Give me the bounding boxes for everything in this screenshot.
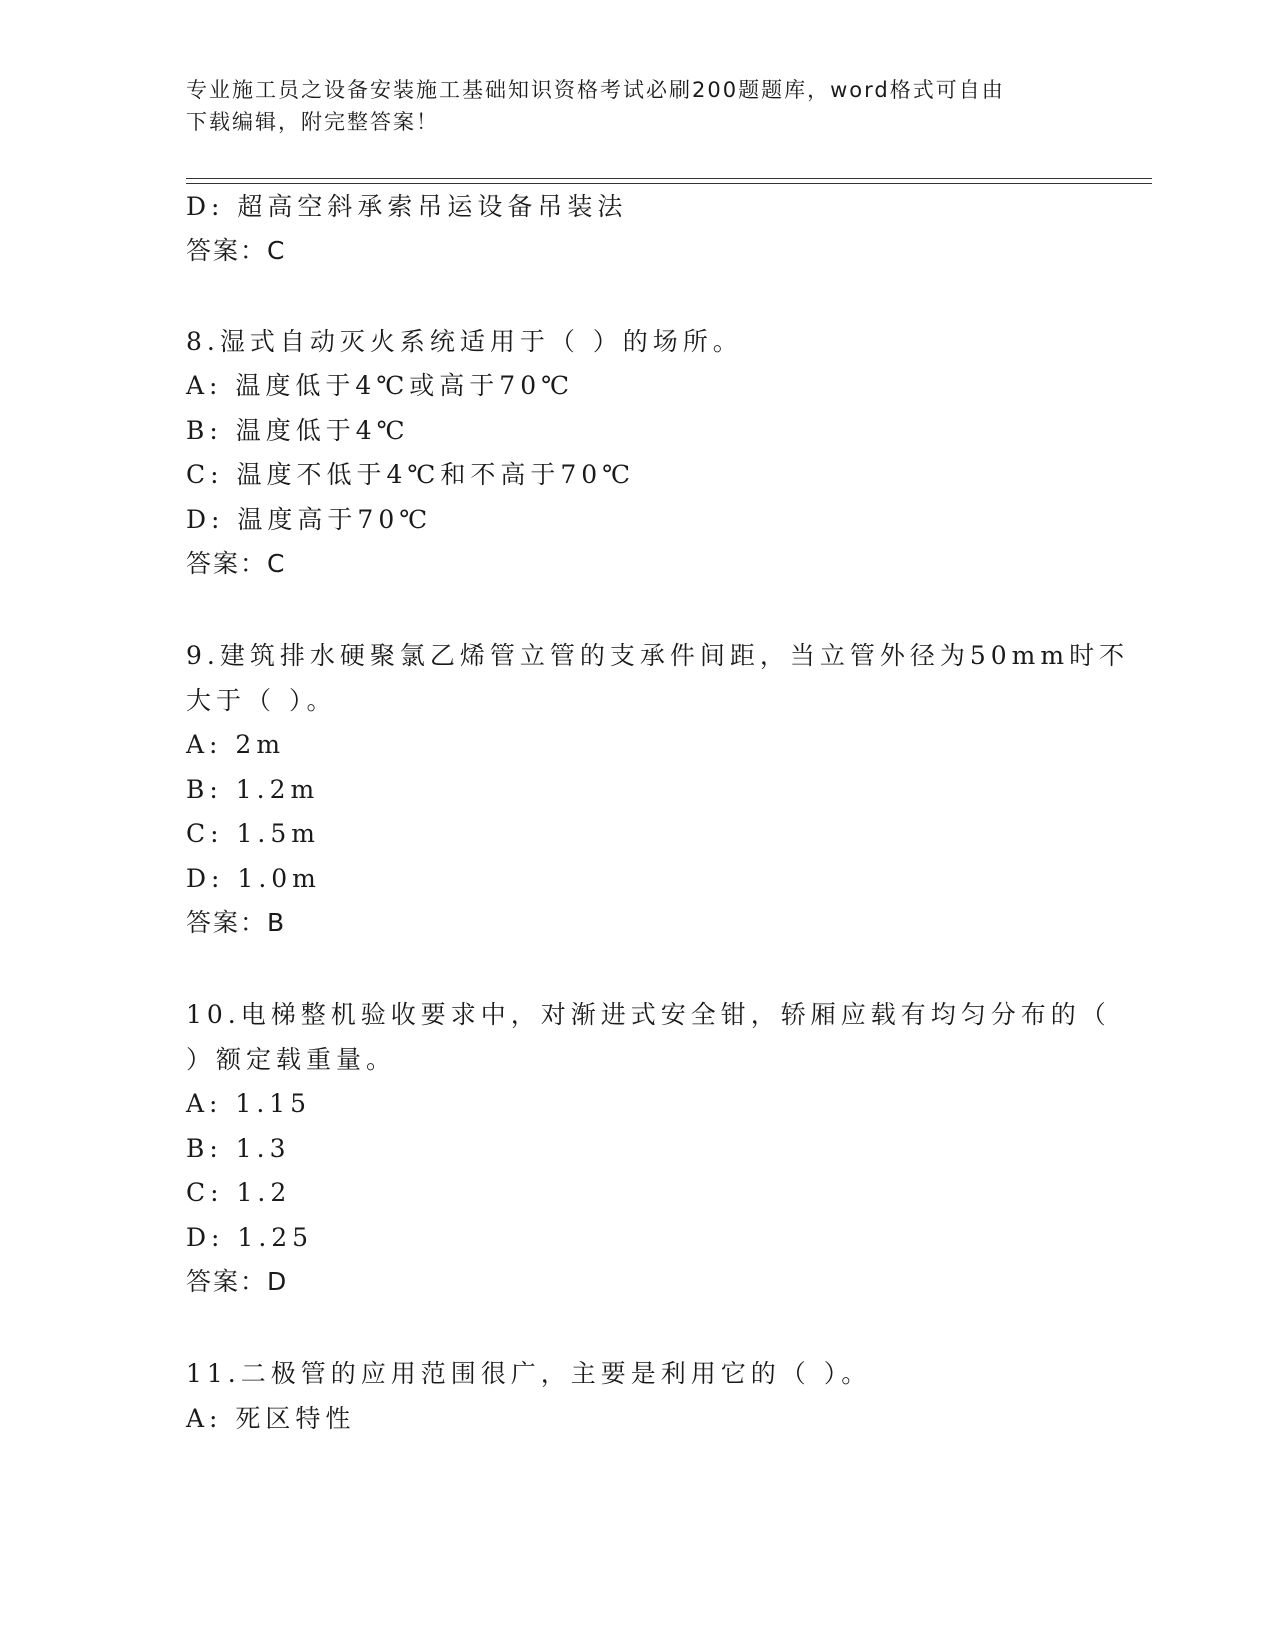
q10-stem-line-2: ）额定载重量。 — [186, 1045, 397, 1074]
q10-answer: 答案：D — [186, 1267, 289, 1296]
q9-stem-line-2: 大于（ ）。 — [186, 686, 337, 715]
q8-option-b: B: 温度低于4℃ — [186, 416, 410, 445]
q8-answer: 答案：C — [186, 549, 287, 578]
header-line-2: 下载编辑，附完整答案！ — [186, 110, 439, 134]
q11-stem: 11.二极管的应用范围很广，主要是利用它的（ ）。 — [186, 1359, 872, 1388]
q10-option-d: D: 1.25 — [186, 1223, 314, 1252]
header-line-1: 专业施工员之设备安装施工基础知识资格考试必刷200题题库，word格式可自由 — [186, 78, 1005, 102]
prev-option-d: D: 超高空斜承索吊运设备吊装法 — [186, 192, 628, 221]
q9-stem-line-1: 9.建筑排水硬聚氯乙烯管立管的支承件间距，当立管外径为50mm时不 — [186, 641, 1130, 670]
q10-option-c: C: 1.2 — [186, 1178, 292, 1207]
header-rule-top — [186, 178, 1152, 179]
q10-stem-line-1: 10.电梯整机验收要求中，对渐进式安全钳，轿厢应载有均匀分布的（ — [186, 1000, 1111, 1029]
q9-option-c: C: 1.5m — [186, 819, 320, 848]
q9-option-b: B: 1.2m — [186, 775, 320, 804]
q8-option-c: C: 温度不低于4℃和不高于70℃ — [186, 460, 636, 489]
q10-option-b: B: 1.3 — [186, 1134, 291, 1163]
q11-option-a: A: 死区特性 — [186, 1404, 356, 1433]
q8-option-d: D: 温度高于70℃ — [186, 505, 433, 534]
q8-stem: 8.湿式自动灭火系统适用于（ ）的场所。 — [186, 327, 743, 356]
q8-option-a: A: 温度低于4℃或高于70℃ — [186, 371, 575, 400]
header-rule-bottom — [186, 183, 1152, 184]
q9-answer: 答案：B — [186, 908, 287, 937]
q9-option-a: A: 2m — [186, 730, 286, 759]
prev-answer: 答案：C — [186, 236, 287, 265]
q10-option-a: A: 1.15 — [186, 1089, 312, 1118]
q9-option-d: D: 1.0m — [186, 864, 321, 893]
document-header — [186, 74, 1066, 138]
